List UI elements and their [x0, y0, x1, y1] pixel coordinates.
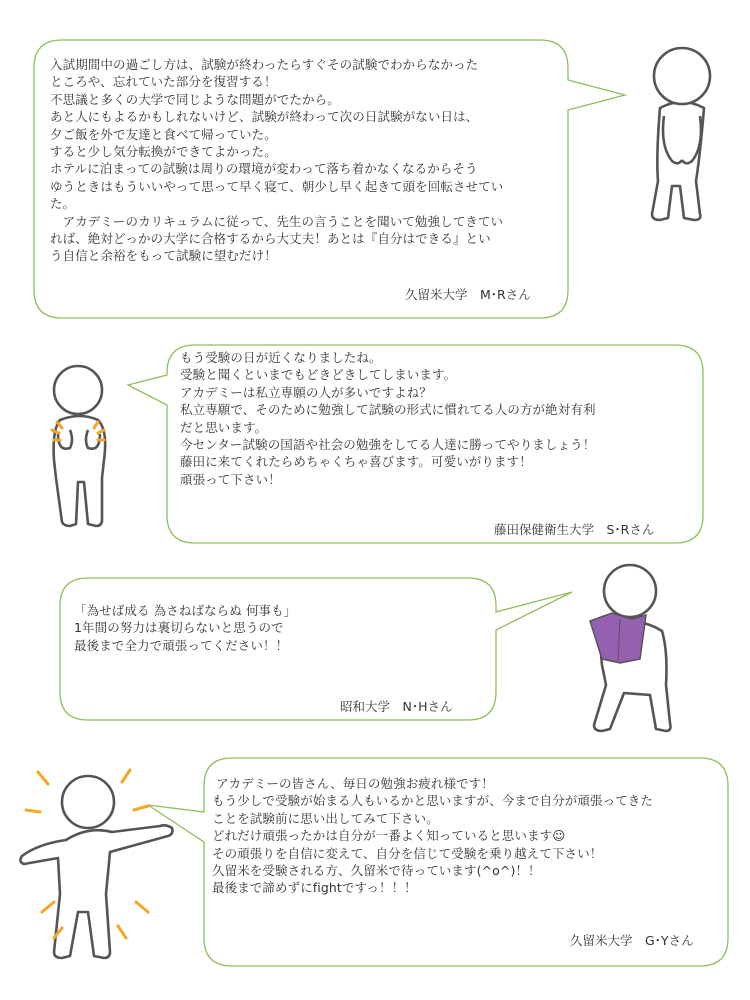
text-line: もう少しで受験が始まる人もいるかと思いますが、今まで自分が頑張ってきた: [212, 793, 654, 809]
text-line: 1年間の努力は裏切らないと思うので: [74, 620, 284, 636]
text-line: た。: [50, 196, 76, 212]
signature-3: 昭和大学 N･Hさん: [340, 699, 453, 714]
text-line: 「為せば成る 為さねばならぬ 何事も」: [74, 603, 297, 618]
text-line: ことを試験前に思い出してみて下さい。: [212, 810, 439, 826]
signature-1: 久留米大学 M･Rさん: [405, 287, 531, 302]
text-line: アカデミーのカリキュラムに従って、先生の言うことを聞いて勉強してきてい: [50, 213, 504, 229]
cheering-person-icon: [18, 762, 198, 972]
testimonial-text-1: [50, 56, 503, 265]
text-line: 久留米を受験される方、久留米で待っています(^o^)！！: [212, 863, 541, 879]
text-line: 最後まで諦めずにfightですっ！！！: [212, 880, 417, 896]
signature-4: 久留米大学 G･Yさん: [570, 933, 694, 948]
text-line: う自信と余裕をもって試験に望むだけ！: [50, 248, 277, 264]
text-line: その頑張りを自信に変えて、自分を信じて受験を乗り越えて下さい！: [212, 845, 603, 861]
text-line: アカデミーの皆さん、毎日の勉強お疲れ様です！: [212, 776, 494, 791]
bowing-person-icon: [638, 36, 728, 226]
text-line: もう受験の日が近くなりましたね。: [180, 350, 382, 365]
testimonial-text-2: [180, 349, 596, 488]
text-line: 入試期間中の過ごし方は、試験が終わったらすぐその試験でわからなかった: [50, 57, 479, 72]
clapping-person-icon: [40, 360, 120, 530]
text-line: どれだけ頑張ったかは自分が一番よく知っていると思います☺: [212, 828, 566, 844]
text-line: 不思議と多くの大学で同じような問題がでたから。: [50, 91, 340, 107]
testimonial-text-3: [74, 602, 296, 654]
text-line: すると少し気分転換ができてよかった。: [50, 144, 277, 160]
text-line: 受験と聞くといまでもどきどきしてしまいます。: [180, 367, 457, 383]
text-line: 私立専願で、そのために勉強して試験の形式に慣れてる人の方が絶対有利: [180, 402, 596, 418]
text-line: 最後まで全力で頑張ってください！！: [74, 637, 289, 653]
testimonial-text-4: [212, 775, 653, 897]
text-line: だと思います。: [180, 419, 268, 435]
text-line: ゆうときはもういいやって思って早く寝て、朝少し早く起きて頭を回転させてい: [50, 178, 504, 194]
text-line: 夕ご飯を外で友達と食べて帰っていた。: [50, 126, 277, 142]
text-line: ところや、忘れていた部分を復習する！: [50, 74, 277, 90]
text-line: あと人にもよるかもしれないけど、試験が終わって次の日試験がない日は、: [50, 109, 479, 125]
text-line: アカデミーは私立専願の人が多いですよね？: [180, 384, 432, 400]
reading-person-icon: [580, 555, 690, 735]
text-line: れば、絶対どっかの大学に合格するから大丈夫！あとは『自分はできる』とい: [50, 231, 491, 247]
text-line: 今センター試験の国語や社会の勉強をしてる人達に勝ってやりましょう！: [180, 437, 596, 453]
signature-2: 藤田保健衛生大学 S･Rさん: [494, 522, 655, 537]
text-line: 藤田に来てくれたらめちゃくちゃ喜びます。可愛いがります！: [180, 454, 532, 470]
text-line: 頑張って下さい！: [180, 471, 281, 487]
text-line: ホテルに泊まっての試験は周りの環境が変わって落ち着かなくなるからそう: [50, 161, 478, 177]
